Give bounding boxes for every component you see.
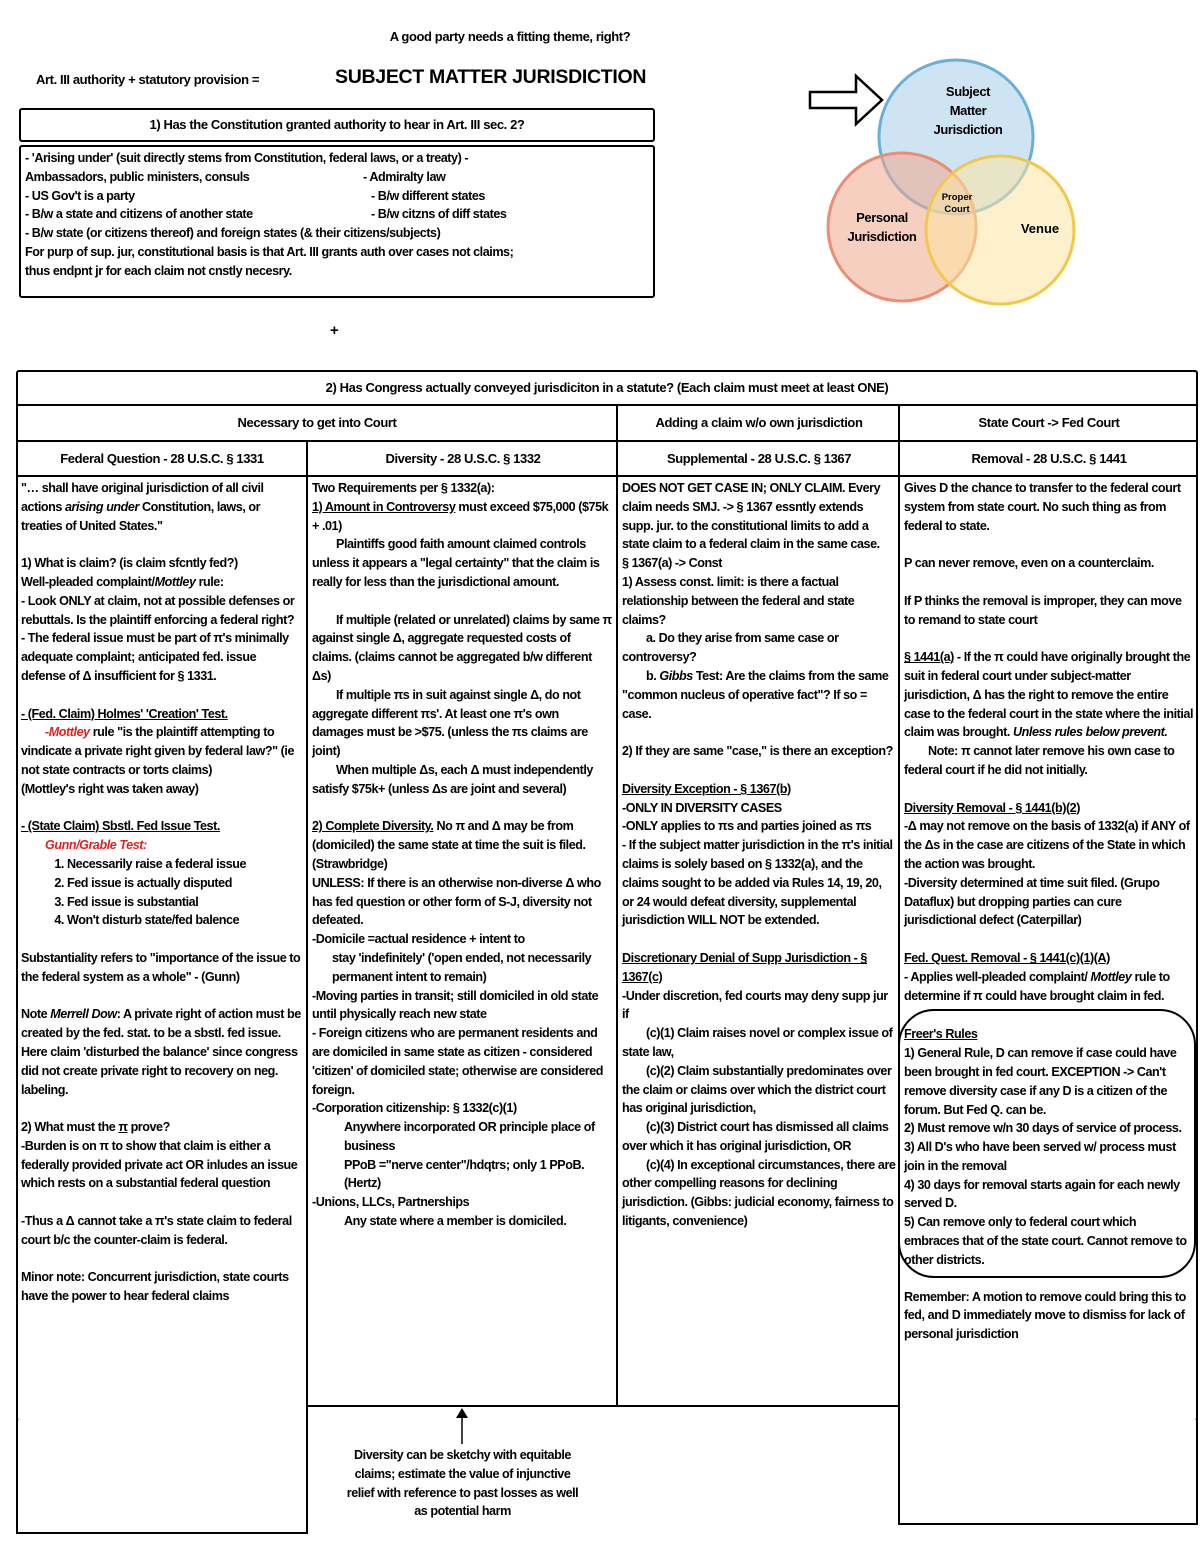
rem-freers-rules: Freer's Rules (904, 1027, 978, 1042)
rem-remand: If P thinks the removal is improper, they can move to remand to state court (904, 593, 1182, 627)
text: rule to determine if π could have brought claim in fed. (904, 969, 1170, 1003)
divider (898, 1523, 1198, 1525)
venn-label-venue: Venue (1020, 221, 1060, 236)
q1-line: - B/w citzns of diff states (371, 207, 507, 222)
text: Test: Are the claims from the same "common nucleus of operative fact"? If so = case. (622, 668, 889, 721)
text: : A private right of action must be created by the fed. stat. to be a sbstl. fed issue. Here claim 'disturbed the balance' since congress did not create private right to recovery on neg. labeling. (21, 1007, 301, 1097)
text: -Mottley (45, 725, 90, 740)
rem-well-pleaded (904, 968, 1194, 1006)
spacer (312, 592, 612, 611)
text: rule: (195, 574, 224, 589)
div-corp-ppob: PPoB ="nerve center"/hdqtrs; only 1 PPoB. (Hertz) (344, 1157, 585, 1191)
group-necessary: Necessary to get into Court (237, 415, 397, 430)
text: If multiple (related or unrelated) claims by same π against single Δ, (312, 612, 612, 646)
div-unless (312, 874, 612, 930)
tagline: A good party needs a fitting theme, right? (389, 29, 631, 44)
col-border (16, 404, 18, 1534)
spacer (21, 930, 303, 949)
rem-rule-4: 4) 30 days for removal starts again for each newly served D. (904, 1177, 1180, 1211)
fq-burden: -Burden is on π to show that claim is either a federally provided private act OR inludes an issue which rests on a substantial federal question (21, 1138, 298, 1191)
group-state-to-fed: State Court -> Fed Court (978, 415, 1120, 430)
venn-label-proper: Proper Court (941, 192, 973, 215)
spacer (904, 930, 1194, 949)
q1-line: thus endpnt jr for each claim not cnstly necesry. (25, 263, 292, 278)
rem-rule-1: 1) General Rule, D can remove if case could have been brought in fed court. EXCEPTION -> Can't remove diversity case if any D is a citizen of the forum. But Fed Q. can be. (904, 1046, 1177, 1117)
list-item: 4. Won't disturb state/fed balence (67, 911, 303, 930)
q1-question-box (19, 108, 655, 142)
col-border (1196, 404, 1198, 1525)
spacer (904, 780, 1194, 799)
text: controls unless it appears a "legal certainty" that the claim is really for less than the jurisdictional amount. (312, 537, 600, 589)
col-header-federal-question: Federal Question - 28 U.S.C. § 1331 (60, 451, 264, 466)
spacer (622, 723, 896, 742)
q1-question: 1) Has the Constitution granted authority to hear in Art. III sec. 2? (149, 117, 525, 132)
fq-mottley-rule (21, 573, 303, 592)
rem-rule-3: 3) All D's who have been served w/ process must join in the removal (904, 1140, 1176, 1173)
sup-only-plaintiffs: -ONLY applies to πs and parties joined as πs (622, 819, 872, 834)
group-adding-claim: Adding a claim w/o own jurisdiction (655, 415, 863, 430)
text: - Applies well-pleaded complaint/ (904, 969, 1091, 984)
div-two-reqs: Two Requirements per § 1332(a): (312, 481, 495, 495)
text: No π and Δ may be from (domiciled) the same state at time the suit is filed. (Strawbridge) (312, 819, 586, 871)
spacer (312, 799, 612, 818)
text: aggregate requested costs of claims. (claims cannot be aggregated b/w different Δs) (312, 631, 592, 683)
text: and the claims sought to be added via Rules 14, 19, 20, or 24 would defeat diversity, (622, 856, 882, 909)
removal-content (904, 479, 1194, 1344)
spacer (904, 535, 1194, 554)
venn-diagram (800, 50, 1100, 320)
col-border (306, 441, 308, 1534)
text: 1) Amount in Controversy (312, 499, 456, 514)
spacer (21, 1250, 303, 1269)
text: 2) Complete Diversity. (312, 819, 434, 834)
text: (is claim sfcntly fed?) (116, 556, 238, 571)
q1-line: - 'Arising under' (suit directly stems from Constitution, federal laws, or a treaty) - (25, 151, 469, 165)
divider (306, 1405, 900, 1407)
arrow-up-icon (452, 1406, 472, 1446)
fq-merrell-dow (21, 1005, 303, 1099)
fq-quote (21, 479, 303, 535)
col-header-supplemental: Supplemental - 28 U.S.C. § 1367 (666, 451, 852, 466)
col-header-removal: Removal - 28 U.S.C. § 1441 (971, 451, 1127, 466)
rem-remember: Remember: A motion to remove could bring this to fed, and D immediately move to dismiss for lack of personal jurisdiction (904, 1289, 1186, 1342)
fq-concurrent: Minor note: Concurrent jurisdiction, state courts have the power to hear federal claims (21, 1270, 289, 1304)
q1-line: - B/w different states (371, 188, 485, 203)
spacer (21, 1099, 303, 1118)
div-foreign: - Foreign citizens who are permanent residents and are domiciled in same state as citizen - considered 'citizen' of domiciled state; otherwise are considered foreign. (312, 1026, 604, 1097)
div-amount (312, 498, 612, 536)
spacer (904, 629, 1194, 648)
page-title: SUBJECT MATTER JURISDICTION (335, 66, 647, 88)
q1-line: - Admiralty law (363, 169, 446, 184)
sup-smj-rule (622, 836, 896, 930)
sup-diversity-exception: Diversity Exception - § 1367(b) (622, 781, 791, 796)
text: π (118, 1120, 128, 1135)
text: - If the subject matter jurisdiction in the π's initial claims is solely based on § 1332(a), (622, 838, 893, 871)
div-multiple-defendants: When multiple Δs, each Δ must independently satisfy $75k+ (unless Δs are joint and several) (312, 762, 593, 796)
rem-rule-2: 2) Must remove w/n 30 days of service of process. (904, 1121, 1182, 1136)
sup-assess: 1) Assess const. limit: is there a factual relationship between the federal and state claims? (622, 574, 855, 627)
div-domicile: -Domicile =actual residence + intent to (312, 932, 525, 947)
text: Note (21, 1007, 51, 1022)
text: 1) What is claim? (21, 556, 117, 571)
sup-only-diversity: -ONLY IN DIVERSITY CASES (622, 800, 782, 815)
text: § 1441(a) (904, 650, 954, 665)
q1-line: Ambassadors, public ministers, consuls (25, 169, 250, 184)
venn-label-smj: Subject Matter Jurisdiction (933, 84, 1003, 137)
div-unions: -Unions, LLCs, Partnerships (312, 1195, 470, 1210)
divider (16, 1532, 308, 1534)
spacer (622, 930, 896, 949)
sup-under-discretion: -Under discretion, fed courts may deny supp jur if (622, 988, 888, 1022)
text: prove? (127, 1120, 170, 1135)
fq-mottley (21, 723, 303, 779)
supplemental-content (622, 479, 896, 1231)
text: Unless rules below prevent. (1013, 725, 1168, 740)
sup-c2: (c)(2) Claim substantially predominates over the claim or claims over which the district court has original jurisdiction, (622, 1063, 892, 1116)
text: Mottley (154, 574, 196, 589)
list-item: 1. Necessarily raise a federal issue (67, 855, 303, 874)
text: must exceed $75,000 ($75k + .01) (312, 499, 609, 533)
sup-1367a: § 1367(a) -> Const (622, 556, 723, 571)
q1-row (25, 205, 649, 224)
fq-state-claim-test: - (State Claim) Sbstl. Fed Issue Test. (21, 819, 220, 834)
div-corp-incorporated: Anywhere incorporated OR principle place of business (344, 1120, 595, 1153)
sup-c4: (c)(4) In exceptional circumstances, there are other compelling reasons for declining jurisdiction. (Gibbs: judicial economy, fairness to litigants, convenience) (622, 1157, 896, 1229)
q1-line: - US Gov't is a party (25, 188, 135, 203)
text: If multiple πs in suit against single Δ, (336, 687, 542, 702)
sup-discretionary: Discretionary Denial of Supp Jurisdiction - § 1367(c) (622, 950, 867, 984)
div-moving: -Moving parties in transit; still domiciled in old state until physically reach new state (312, 988, 599, 1022)
sup-c3: (c)(3) District court has dismissed all claims over which it has original jurisdiction, OR (622, 1120, 889, 1153)
diversity-note: Diversity can be sketchy with equitable claims; estimate the value of injunctive relief with reference to past losses as well as potential harm (346, 1448, 579, 1519)
freers-rules-bracket (898, 1009, 1196, 1277)
text: Mottley (1090, 969, 1132, 984)
div-good-faith (312, 535, 612, 591)
text: Constitution, laws, or treaties of United States." (21, 499, 261, 533)
rem-intro: Gives D the chance to transfer to the federal court system from state court. No such thing as from federal to state. (904, 481, 1181, 533)
text: arising under (65, 499, 139, 514)
text: 2) What must the (21, 1120, 119, 1135)
rem-note: Note: π cannot later remove his own case to federal court if he did not initially. (904, 744, 1175, 777)
fq-substantiality: Substantiality refers to "importance of the issue to the federal system as a whole" - (Gunn) (21, 950, 301, 984)
fq-look-only: - Look ONLY at claim, not at possible defenses or rebuttals. Is the plaintiff enforcing a federal right? (21, 593, 295, 627)
sup-gibbs (622, 667, 896, 723)
spacer (21, 535, 303, 554)
text: If there is an otherwise non-diverse Δ who has fed question or other form of S-J, diversity not defeated. (312, 875, 601, 928)
text: Gibbs (659, 668, 693, 683)
rem-diversity-time: -Diversity determined at time suit filed. (Grupo Dataflux) but dropping parties can cure jurisdictional defect (Caterpillar) (904, 875, 1160, 928)
rem-1441a (904, 648, 1194, 742)
spacer (21, 1193, 303, 1212)
fq-mottley-right: (Mottley's right was taken away) (21, 781, 199, 796)
diversity-content (312, 479, 612, 1231)
text: Well-pleaded complaint/ (21, 574, 155, 589)
fq-counter-claim: -Thus a Δ cannot take a π's state claim to federal court b/c the counter-claim is federal. (21, 1214, 292, 1247)
arrow-right-icon (810, 76, 882, 124)
text: "… shall have original jurisdiction of all civil actions (21, 481, 264, 514)
div-complete (312, 817, 612, 873)
text: supplemental jurisdiction WILL NOT be extended. (622, 894, 857, 928)
text: Merrell Dow (50, 1007, 117, 1022)
spacer (21, 987, 303, 1006)
fq-federal-issue: - The federal issue must be part of π's minimally adequate complaint; anticipated fed. issue defense of Δ insufficient for § 1331. (21, 631, 289, 683)
fq-what-is-claim (21, 554, 303, 573)
div-multiple-plaintiffs (312, 686, 612, 761)
spacer (622, 761, 896, 780)
q1-answer-box (19, 145, 655, 298)
text: do not aggregate different πs'. At least one π's own damages must be >$75. (unless the πs claims are joint) (312, 687, 588, 759)
rem-forum-defendant: -Δ may not remove on the basis of 1332(a) if ANY of the Δs in the case are citizens of the State in which the action was brought. (904, 819, 1190, 871)
fq-gunn-grable: Gunn/Grable Test: (45, 838, 147, 853)
fq-what-must-prove (21, 1118, 303, 1137)
div-unions-state: Any state where a member is domiciled. (344, 1214, 567, 1229)
rem-fed-quest: Fed. Quest. Removal - § 1441(c)(1)(A) (904, 950, 1110, 965)
q1-line: - B/w state (or citizens thereof) and foreign states (& their citizens/subjects) (25, 226, 441, 241)
gunn-grable-list (21, 855, 303, 930)
plus-sign: + (330, 322, 339, 339)
text: Plaintiffs good faith amount claimed (336, 537, 537, 552)
spacer (21, 799, 303, 818)
q1-line: For purp of sup. jur, constitutional basis is that Art. III grants auth over cases not claims; (25, 244, 514, 259)
spacer (21, 686, 303, 705)
sup-same-case: a. Do they arise from same case or controversy? (622, 631, 839, 665)
text: UNLESS: (312, 875, 365, 890)
col-header-diversity: Diversity - 28 U.S.C. § 1332 (385, 451, 541, 466)
col-border (898, 404, 900, 1525)
div-corporation: -Corporation citizenship: § 1332(c)(1) (312, 1101, 517, 1116)
text: - If the π could have originally brought the suit in federal court under subject-matter jurisdiction, Δ has the right to remove the entire case to the federal court in the state where the initial claim was brought. (904, 650, 1194, 740)
q2-question: 2) Has Congress actually conveyed jurisdiciton in a statute? (Each claim must meet at least ONE) (325, 379, 889, 395)
federal-question-content (21, 479, 303, 1306)
rem-p-never: P can never remove, even on a counterclaim. (904, 556, 1154, 571)
sup-exception: 2) If they are same "case," is there an exception? (622, 744, 893, 759)
text: b. (646, 668, 660, 683)
fq-holmes-test: - (Fed. Claim) Holmes' 'Creation' Test. (21, 706, 228, 721)
rem-rule-5: 5) Can remove only to federal court which embraces that of the state court. Cannot remove to other districts. (904, 1215, 1187, 1267)
sup-intro: DOES NOT GET CASE IN; ONLY CLAIM. Every claim needs SMJ. -> § 1367 essntly extends supp. jur. to the constitutional limits to add a state claim to a federal claim in the same case. (622, 481, 881, 552)
col-border (616, 404, 618, 1406)
venn-label-pj: Personal Jurisdiction (847, 210, 917, 244)
rem-diversity-removal: Diversity Removal - § 1441(b)(2) (904, 800, 1080, 815)
list-item: 2. Fed issue is actually disputed (67, 874, 303, 893)
q1-row (25, 187, 649, 206)
sup-c1: (c)(1) Claim raises novel or complex issue of state law, (622, 1026, 893, 1059)
q1-line: - B/w a state and citizens of another state (25, 207, 253, 222)
q1-row (25, 168, 649, 187)
spacer (904, 573, 1194, 592)
div-multiple-claims (312, 611, 612, 686)
list-item: 3. Fed issue is substantial (67, 893, 303, 912)
div-domicile-2: stay 'indefinitely' ('open ended, not necessarily permanent intent to remain) (332, 950, 592, 984)
text: rule "is the plaintiff attempting to vindicate a private right given by federal law?" (ie not state contracts or torts claims) (21, 725, 295, 777)
equation-left: Art. III authority + statutory provision = (36, 72, 260, 87)
